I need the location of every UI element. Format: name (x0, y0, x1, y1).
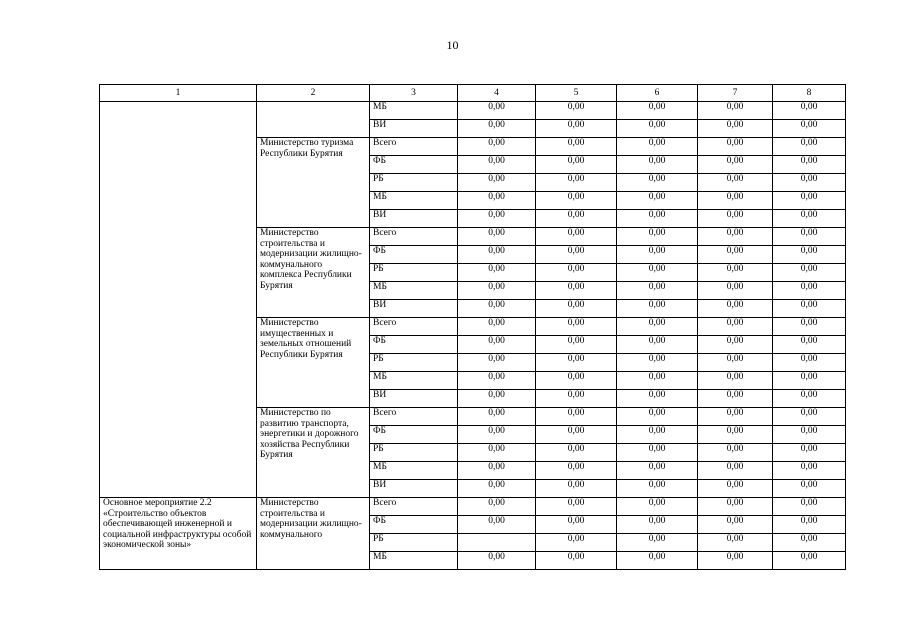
amount-cell: 0,00 (617, 372, 698, 390)
amount-cell: 0,00 (458, 264, 536, 282)
amount-cell: 0,00 (536, 282, 617, 300)
agency-cell: Министерство туризма Республики Бурятия (257, 138, 370, 228)
agency-cell: Министерство строительства и модернизации жилищно-коммунального комплекса Республики Бурятия (257, 228, 370, 318)
column-header: 7 (698, 85, 773, 102)
column-number-row (100, 85, 846, 102)
column-header: 2 (257, 85, 370, 102)
amount-cell: 0,00 (773, 408, 846, 426)
agency-cell: Министерство по развитию транспорта, энергетики и дорожного хозяйства Республики Бурятия (257, 408, 370, 498)
funding-source-cell: ВИ (370, 210, 458, 228)
amount-cell: 0,00 (536, 534, 617, 552)
amount-cell: 0,00 (536, 516, 617, 534)
page-number: 10 (446, 38, 459, 52)
funding-source-cell: ФБ (370, 336, 458, 354)
amount-cell: 0,00 (773, 336, 846, 354)
amount-cell: 0,00 (698, 426, 773, 444)
funding-source-cell: Всего (370, 228, 458, 246)
table-row (100, 498, 846, 516)
funding-source-cell: МБ (370, 462, 458, 480)
funding-source-cell: МБ (370, 552, 458, 570)
amount-cell: 0,00 (698, 354, 773, 372)
amount-cell: 0,00 (698, 318, 773, 336)
amount-cell: 0,00 (617, 246, 698, 264)
funding-source-cell: ФБ (370, 156, 458, 174)
funding-source-cell: РБ (370, 264, 458, 282)
amount-cell (458, 534, 536, 552)
amount-cell: 0,00 (698, 408, 773, 426)
amount-cell: 0,00 (617, 264, 698, 282)
event-cell: Основное мероприятие 2.2 «Строительство объектов обеспечивающей инженерной и социальной инфраструктуры особой экономической зоны» (100, 498, 257, 570)
amount-cell: 0,00 (458, 156, 536, 174)
agency-cell: Министерство имущественных и земельных отношений Республики Бурятия (257, 318, 370, 408)
amount-cell: 0,00 (536, 300, 617, 318)
amount-cell: 0,00 (617, 282, 698, 300)
column-header: 1 (100, 85, 257, 102)
amount-cell: 0,00 (698, 264, 773, 282)
amount-cell: 0,00 (617, 426, 698, 444)
funding-source-cell: МБ (370, 192, 458, 210)
amount-cell: 0,00 (773, 282, 846, 300)
funding-source-cell: РБ (370, 174, 458, 192)
amount-cell: 0,00 (458, 498, 536, 516)
amount-cell: 0,00 (617, 480, 698, 498)
amount-cell: 0,00 (536, 336, 617, 354)
column-header: 4 (458, 85, 536, 102)
amount-cell: 0,00 (536, 228, 617, 246)
amount-cell: 0,00 (698, 210, 773, 228)
amount-cell: 0,00 (698, 534, 773, 552)
amount-cell: 0,00 (617, 336, 698, 354)
amount-cell: 0,00 (773, 246, 846, 264)
amount-cell: 0,00 (773, 372, 846, 390)
amount-cell: 0,00 (773, 480, 846, 498)
amount-cell: 0,00 (617, 444, 698, 462)
funding-source-cell: ВИ (370, 390, 458, 408)
amount-cell: 0,00 (536, 318, 617, 336)
amount-cell: 0,00 (773, 444, 846, 462)
funding-source-cell: ВИ (370, 300, 458, 318)
amount-cell: 0,00 (458, 282, 536, 300)
amount-cell: 0,00 (773, 120, 846, 138)
funding-source-cell: ВИ (370, 120, 458, 138)
amount-cell: 0,00 (458, 462, 536, 480)
amount-cell: 0,00 (458, 390, 536, 408)
amount-cell: 0,00 (617, 102, 698, 120)
amount-cell: 0,00 (698, 390, 773, 408)
funding-source-cell: Всего (370, 408, 458, 426)
amount-cell: 0,00 (773, 498, 846, 516)
amount-cell: 0,00 (458, 138, 536, 156)
budget-table (99, 84, 846, 570)
amount-cell: 0,00 (536, 210, 617, 228)
amount-cell: 0,00 (698, 174, 773, 192)
amount-cell: 0,00 (458, 336, 536, 354)
amount-cell: 0,00 (773, 552, 846, 570)
funding-source-cell: Всего (370, 498, 458, 516)
funding-source-cell: ФБ (370, 426, 458, 444)
amount-cell: 0,00 (773, 210, 846, 228)
amount-cell: 0,00 (698, 462, 773, 480)
amount-cell: 0,00 (698, 246, 773, 264)
amount-cell: 0,00 (458, 318, 536, 336)
funding-source-cell: ВИ (370, 480, 458, 498)
amount-cell: 0,00 (458, 408, 536, 426)
amount-cell: 0,00 (536, 408, 617, 426)
amount-cell: 0,00 (698, 300, 773, 318)
amount-cell: 0,00 (458, 102, 536, 120)
funding-source-cell: МБ (370, 372, 458, 390)
amount-cell: 0,00 (536, 174, 617, 192)
amount-cell: 0,00 (773, 354, 846, 372)
amount-cell: 0,00 (536, 462, 617, 480)
amount-cell: 0,00 (536, 246, 617, 264)
amount-cell: 0,00 (773, 102, 846, 120)
amount-cell: 0,00 (617, 408, 698, 426)
amount-cell: 0,00 (458, 516, 536, 534)
amount-cell: 0,00 (617, 516, 698, 534)
funding-source-cell: ФБ (370, 246, 458, 264)
column-header: 5 (536, 85, 617, 102)
amount-cell: 0,00 (536, 498, 617, 516)
amount-cell: 0,00 (536, 138, 617, 156)
amount-cell: 0,00 (536, 372, 617, 390)
amount-cell: 0,00 (536, 480, 617, 498)
amount-cell: 0,00 (617, 192, 698, 210)
amount-cell: 0,00 (617, 120, 698, 138)
amount-cell: 0,00 (458, 174, 536, 192)
funding-source-cell: РБ (370, 444, 458, 462)
amount-cell: 0,00 (773, 174, 846, 192)
amount-cell: 0,00 (536, 552, 617, 570)
amount-cell: 0,00 (617, 318, 698, 336)
agency-cell (257, 102, 370, 138)
funding-source-cell: РБ (370, 534, 458, 552)
amount-cell: 0,00 (536, 426, 617, 444)
amount-cell: 0,00 (698, 336, 773, 354)
amount-cell: 0,00 (536, 354, 617, 372)
amount-cell: 0,00 (458, 354, 536, 372)
amount-cell: 0,00 (773, 534, 846, 552)
amount-cell: 0,00 (536, 102, 617, 120)
amount-cell: 0,00 (617, 138, 698, 156)
amount-cell: 0,00 (773, 264, 846, 282)
amount-cell: 0,00 (698, 516, 773, 534)
amount-cell: 0,00 (698, 372, 773, 390)
amount-cell: 0,00 (698, 498, 773, 516)
amount-cell: 0,00 (458, 426, 536, 444)
amount-cell: 0,00 (617, 498, 698, 516)
amount-cell: 0,00 (617, 462, 698, 480)
amount-cell: 0,00 (458, 246, 536, 264)
column-header: 6 (617, 85, 698, 102)
amount-cell: 0,00 (773, 156, 846, 174)
amount-cell: 0,00 (617, 390, 698, 408)
amount-cell: 0,00 (773, 318, 846, 336)
agency-cell: Министерство строительства и модернизации жилищно-коммунального (257, 498, 370, 570)
amount-cell: 0,00 (773, 516, 846, 534)
amount-cell: 0,00 (458, 120, 536, 138)
amount-cell: 0,00 (458, 444, 536, 462)
funding-source-cell: Всего (370, 138, 458, 156)
funding-source-cell: МБ (370, 282, 458, 300)
amount-cell: 0,00 (773, 300, 846, 318)
amount-cell: 0,00 (698, 480, 773, 498)
table-row (100, 102, 846, 120)
amount-cell: 0,00 (773, 228, 846, 246)
funding-source-cell: ФБ (370, 516, 458, 534)
column-header: 8 (773, 85, 846, 102)
amount-cell: 0,00 (536, 264, 617, 282)
amount-cell: 0,00 (536, 156, 617, 174)
amount-cell: 0,00 (698, 444, 773, 462)
amount-cell: 0,00 (458, 210, 536, 228)
amount-cell: 0,00 (698, 282, 773, 300)
amount-cell: 0,00 (773, 192, 846, 210)
amount-cell: 0,00 (698, 138, 773, 156)
amount-cell: 0,00 (773, 138, 846, 156)
funding-source-cell: РБ (370, 354, 458, 372)
amount-cell: 0,00 (698, 552, 773, 570)
amount-cell: 0,00 (617, 300, 698, 318)
amount-cell: 0,00 (617, 552, 698, 570)
amount-cell: 0,00 (617, 156, 698, 174)
amount-cell: 0,00 (698, 156, 773, 174)
amount-cell: 0,00 (698, 120, 773, 138)
amount-cell: 0,00 (458, 300, 536, 318)
amount-cell: 0,00 (773, 462, 846, 480)
amount-cell: 0,00 (617, 210, 698, 228)
amount-cell: 0,00 (698, 192, 773, 210)
amount-cell: 0,00 (773, 390, 846, 408)
amount-cell: 0,00 (536, 192, 617, 210)
amount-cell: 0,00 (617, 174, 698, 192)
amount-cell: 0,00 (617, 354, 698, 372)
amount-cell: 0,00 (536, 120, 617, 138)
funding-source-cell: МБ (370, 102, 458, 120)
amount-cell: 0,00 (698, 102, 773, 120)
amount-cell: 0,00 (458, 480, 536, 498)
amount-cell: 0,00 (698, 228, 773, 246)
funding-source-cell: Всего (370, 318, 458, 336)
event-cell (100, 102, 257, 498)
amount-cell: 0,00 (617, 534, 698, 552)
amount-cell: 0,00 (617, 228, 698, 246)
amount-cell: 0,00 (536, 444, 617, 462)
amount-cell: 0,00 (458, 372, 536, 390)
amount-cell: 0,00 (536, 390, 617, 408)
amount-cell: 0,00 (458, 192, 536, 210)
amount-cell: 0,00 (458, 228, 536, 246)
amount-cell: 0,00 (773, 426, 846, 444)
column-header: 3 (370, 85, 458, 102)
amount-cell: 0,00 (458, 552, 536, 570)
